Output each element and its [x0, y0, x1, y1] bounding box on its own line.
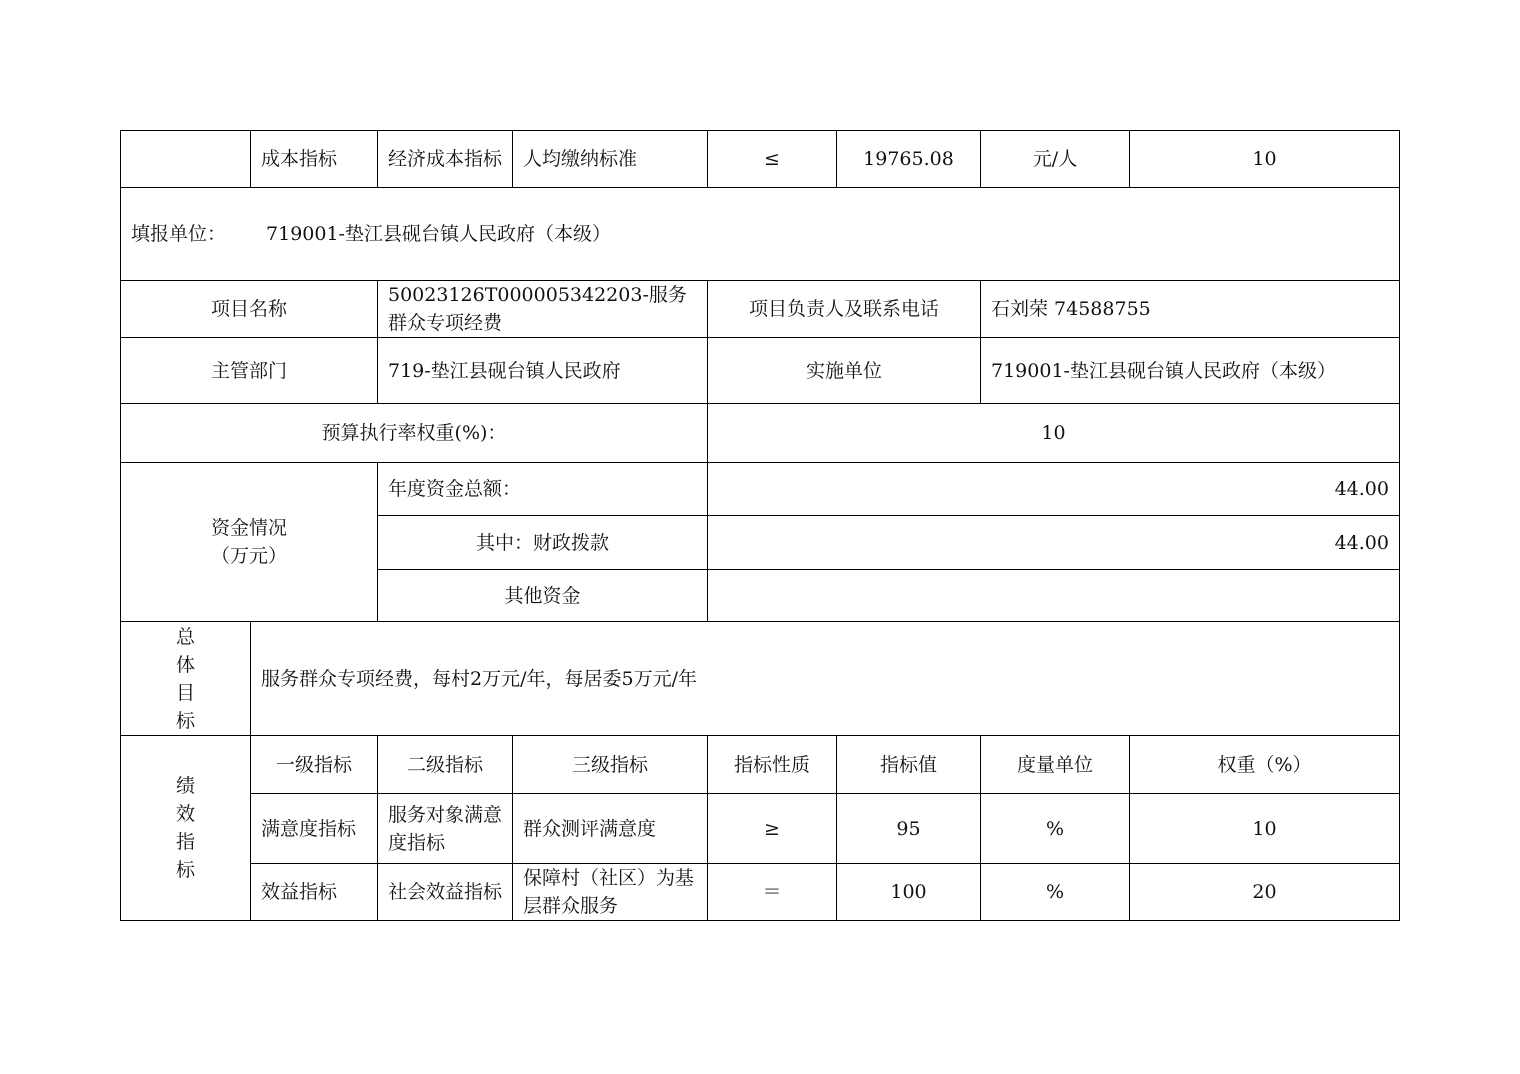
funds-total-row	[121, 463, 1400, 516]
funds-fiscal-label: 其中：财政拨款	[378, 516, 708, 570]
level1-cell: 效益指标	[251, 864, 378, 921]
performance-label-char: 效	[175, 803, 195, 825]
level3-cell: 人均缴纳标准	[513, 131, 708, 188]
goal-label-char: 标	[175, 709, 195, 732]
level2-cell: 社会效益指标	[378, 864, 513, 921]
level2-cell: 服务对象满意度指标	[378, 794, 513, 864]
nature-cell: ＝	[708, 864, 837, 921]
reporting-unit-cell	[121, 188, 1400, 281]
department-value: 719-垫江县砚台镇人民政府	[378, 338, 708, 404]
unit-cell: 元/人	[981, 131, 1130, 188]
nature-cell: ≥	[708, 794, 837, 864]
header-value: 指标值	[837, 736, 981, 794]
project-owner-value: 石刘荣 74588755	[981, 281, 1400, 338]
level2-cell: 经济成本指标	[378, 131, 513, 188]
project-owner-label: 项目负责人及联系电话	[708, 281, 981, 338]
department-label: 主管部门	[121, 338, 378, 404]
department-row	[121, 338, 1400, 404]
weight-cell: 20	[1130, 864, 1400, 921]
weight-cell: 10	[1130, 131, 1400, 188]
cost-indicator-row	[121, 131, 1400, 188]
unit-cell: %	[981, 864, 1130, 921]
performance-label-char: 指	[175, 831, 195, 853]
performance-target-table	[120, 130, 1400, 921]
budget-weight-label: 预算执行率权重(%)：	[121, 404, 708, 463]
funds-other-label: 其他资金	[378, 570, 708, 622]
level3-cell: 群众测评满意度	[513, 794, 708, 864]
performance-label-char: 绩	[175, 775, 195, 797]
funds-label	[121, 463, 378, 622]
level1-cell: 成本指标	[251, 131, 378, 188]
unit-cell: %	[981, 794, 1130, 864]
header-nature: 指标性质	[708, 736, 837, 794]
performance-header-row	[121, 736, 1400, 794]
goal-label-char: 总	[175, 625, 195, 648]
blank-cell	[121, 131, 251, 188]
project-row	[121, 281, 1400, 338]
value-cell: 19765.08	[837, 131, 981, 188]
table-row	[121, 864, 1400, 921]
level3-cell: 保障村（社区）为基层群众服务	[513, 864, 708, 921]
funds-label-line2: （万元）	[210, 545, 287, 567]
header-unit: 度量单位	[981, 736, 1130, 794]
budget-weight-value: 10	[708, 404, 1400, 463]
table-row	[121, 794, 1400, 864]
value-cell: 95	[837, 794, 981, 864]
reporting-unit-label: 填报单位：	[131, 223, 227, 245]
performance-label	[121, 736, 251, 921]
budget-weight-row	[121, 404, 1400, 463]
reporting-unit-row	[121, 188, 1400, 281]
performance-label-char: 标	[175, 859, 195, 881]
goal-text: 服务群众专项经费，每村2万元/年，每居委5万元/年	[251, 622, 1400, 736]
header-weight: 权重（%）	[1130, 736, 1400, 794]
level1-cell: 满意度指标	[251, 794, 378, 864]
funds-total-label: 年度资金总额：	[378, 463, 708, 516]
header-level2: 二级指标	[378, 736, 513, 794]
goal-row	[121, 622, 1400, 736]
funds-fiscal-value: 44.00	[708, 516, 1400, 570]
funds-label-line1: 资金情况	[210, 517, 287, 539]
header-level1: 一级指标	[251, 736, 378, 794]
goal-label	[121, 622, 251, 736]
reporting-unit-value: 719001-垫江县砚台镇人民政府（本级）	[266, 223, 611, 245]
implementing-unit-value: 719001-垫江县砚台镇人民政府（本级）	[981, 338, 1400, 404]
nature-cell: ≤	[708, 131, 837, 188]
funds-other-value	[708, 570, 1400, 622]
goal-label-char: 体	[175, 653, 195, 676]
value-cell: 100	[837, 864, 981, 921]
project-name-value: 50023126T000005342203-服务群众专项经费	[378, 281, 708, 338]
funds-total-value: 44.00	[708, 463, 1400, 516]
project-name-label: 项目名称	[121, 281, 378, 338]
implementing-unit-label: 实施单位	[708, 338, 981, 404]
weight-cell: 10	[1130, 794, 1400, 864]
header-level3: 三级指标	[513, 736, 708, 794]
goal-label-char: 目	[175, 681, 195, 704]
